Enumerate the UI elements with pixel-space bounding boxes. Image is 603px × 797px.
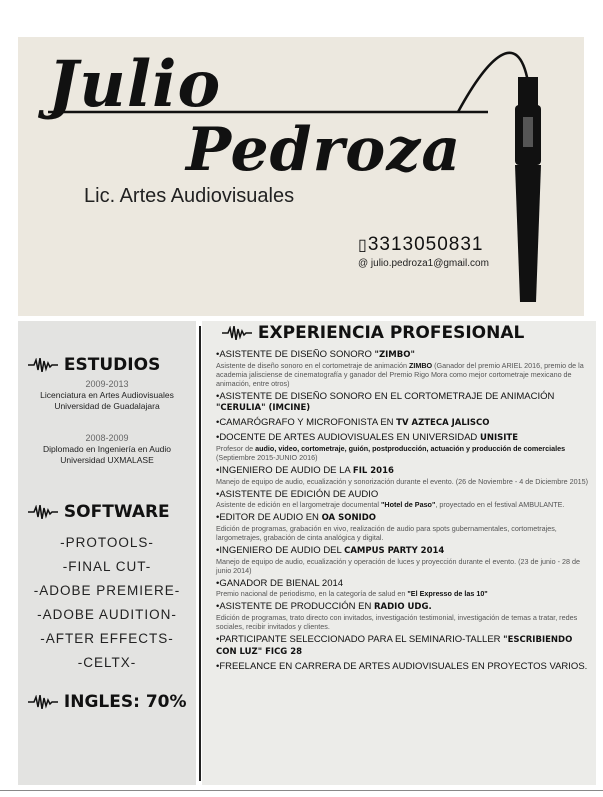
english-title-text: INGLES: 70%	[63, 692, 187, 712]
software-item: -CELTX-	[77, 655, 137, 670]
header-banner	[18, 37, 584, 316]
experience-heading: •ASISTENTE DE DISEÑO SONORO EN EL CORTOMETRAJE DE ANIMACIÓN "CERULIA" (IMCINE)	[216, 391, 555, 413]
study-school: Universidad UXMALASE	[60, 455, 154, 465]
experience-description: Edición de programas, trato directo con invitados, investigación testimonial, investigación de temas a tratar, redes sociales, recibir invitados y clientes.	[216, 613, 578, 631]
experience-item	[216, 512, 590, 542]
study-entry-2	[18, 433, 196, 466]
software-item: -ADOBE PREMIERE-	[33, 583, 181, 598]
study-years: 2009-2013	[85, 379, 129, 389]
experience-list	[216, 349, 590, 675]
microphone-icon	[18, 37, 584, 316]
experience-heading: •GANADOR DE BIENAL 2014	[216, 578, 344, 589]
software-item: -AFTER EFFECTS-	[40, 631, 174, 646]
experience-item	[216, 465, 590, 486]
study-degree: Diplomado en Ingeniería en Audio	[42, 444, 172, 454]
experience-heading: •INGENIERO DE AUDIO DEL CAMPUS PARTY 2014	[216, 545, 445, 556]
study-years: 2008-2009	[85, 433, 129, 443]
study-entry-1	[18, 379, 196, 412]
software-title-text: SOFTWARE	[63, 502, 170, 522]
studies-title	[28, 355, 160, 375]
last-name: Pedroza	[186, 115, 462, 185]
right-column	[202, 321, 596, 785]
experience-item	[216, 661, 590, 672]
experience-heading: •ASISTENTE DE DISEÑO SONORO "ZIMBO"	[216, 349, 415, 360]
study-school: Universidad de Guadalajara	[54, 401, 160, 411]
experience-heading: •EDITOR DE AUDIO EN OA SONIDO	[216, 512, 377, 523]
experience-title	[222, 323, 524, 343]
phone-text: 3313050831	[367, 234, 484, 255]
phone-icon: ▯	[358, 237, 368, 254]
experience-heading: •FREELANCE EN CARRERA DE ARTES AUDIOVISUALES EN PROYECTOS VARIOS.	[216, 661, 588, 672]
experience-item	[216, 601, 590, 631]
experience-description: Profesor de audio, video, cortometraje, guión, postproducción, actuación y producción de comerciales (Septiembre 2015-JUNIO 2016)	[216, 444, 566, 462]
experience-item	[216, 417, 590, 429]
experience-item	[216, 634, 590, 658]
experience-description: Asistente de diseño sonoro en el cortometraje de animación ZIMBO (Ganador del premio ARIEL 2016, premio de la academia jalisciense de cinematografía y ganador del Premio Rigo Mora como mejor cortometraje mexicano de animación, entre otros)	[216, 361, 584, 388]
left-column	[18, 321, 196, 785]
soundwave-icon	[28, 358, 58, 372]
experience-heading: •ASISTENTE DE PRODUCCIÓN EN RADIO UDG.	[216, 601, 432, 612]
software-title	[28, 502, 170, 522]
experience-description: Asistente de edición en el largometraje documental "Hotel de Paso", proyectado en el festival AMBULANTE.	[216, 500, 565, 509]
experience-title-text: EXPERIENCIA PROFESIONAL	[257, 323, 525, 343]
experience-item	[216, 432, 590, 462]
experience-item	[216, 545, 590, 575]
experience-item	[216, 391, 590, 414]
experience-heading: •ASISTENTE DE EDICIÓN DE AUDIO	[216, 489, 379, 500]
experience-item	[216, 489, 590, 509]
experience-description: Premio nacional de periodismo, en la categoría de salud en "El Expresso de las 10"	[216, 589, 488, 598]
soundwave-icon	[28, 505, 58, 519]
column-divider	[199, 326, 201, 781]
software-item: -FINAL CUT-	[62, 559, 152, 574]
experience-heading: •INGENIERO DE AUDIO DE LA FIL 2016	[216, 465, 394, 476]
profession-subtitle: Lic. Artes Audiovisuales	[84, 185, 295, 207]
software-item: -PROTOOLS-	[60, 535, 154, 550]
studies-title-text: ESTUDIOS	[63, 355, 161, 375]
bottom-rule	[0, 790, 603, 791]
experience-description: Manejo de equipo de audio, ecualización y operación de luces y proyección durante el evento. (23 de junio - 28 de junio 2014)	[216, 557, 581, 575]
english-title	[28, 692, 187, 712]
experience-item	[216, 578, 590, 598]
software-list	[18, 531, 196, 675]
study-degree: Licenciatura en Artes Audiovisuales	[40, 390, 174, 400]
first-name: Julio	[48, 47, 222, 122]
experience-heading: •CAMARÓGRAFO Y MICROFONISTA EN TV AZTECA JALISCO	[216, 417, 490, 428]
experience-heading: •PARTICIPANTE SELECCIONADO PARA EL SEMINARIO-TALLER "ESCRIBIENDO CON LUZ" FICG 28	[216, 634, 573, 657]
experience-description: Edición de programas, grabación en vivo, realización de audio para spots gubernamentales, cortometrajes, largometrajes, grabación de cinta analógica y digital.	[216, 524, 557, 542]
experience-item	[216, 349, 590, 388]
soundwave-icon	[28, 695, 58, 709]
soundwave-icon	[222, 326, 252, 340]
experience-description: Manejo de equipo de audio, ecualización y sonorización durante el evento. (26 de Noviembre - 4 de Diciembre 2015)	[216, 477, 588, 486]
software-item: -ADOBE AUDITION-	[37, 607, 177, 622]
experience-heading: •DOCENTE DE ARTES AUDIOVISUALES EN UNIVERSIDAD UNISITE	[216, 432, 519, 443]
email-address: @ julio.pedroza1@gmail.com	[358, 258, 489, 269]
